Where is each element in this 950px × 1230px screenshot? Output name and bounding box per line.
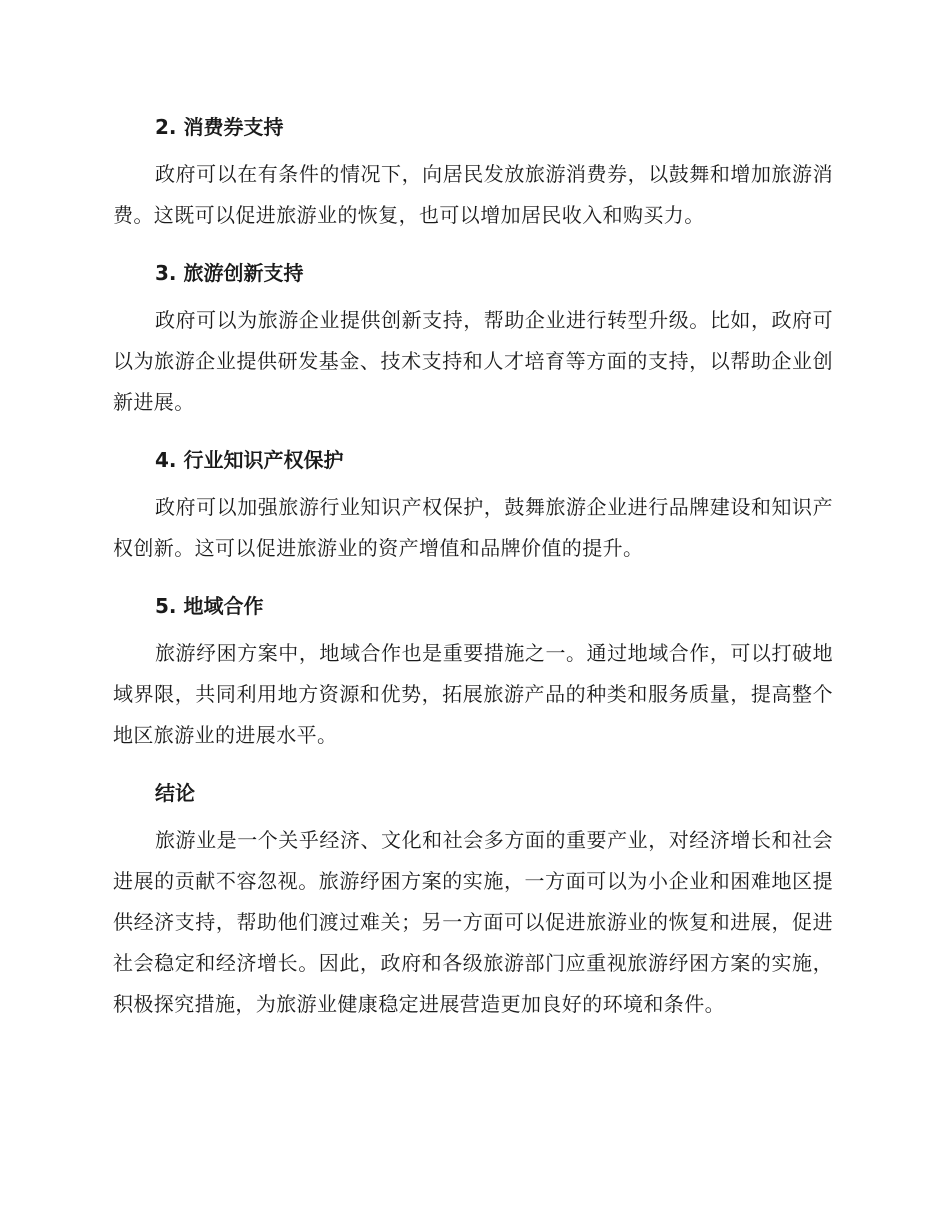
section-heading-conclusion: 结论 [155,781,195,805]
section-paragraph-consumption-vouchers: 政府可以在有条件的情况下，向居民发放旅游消费券，以鼓舞和增加旅游消费。这既可以促进旅游业的恢复，也可以增加居民收入和购买力。 [113,162,833,227]
section-paragraph-ip-protection: 政府可以加强旅游行业知识产权保护，鼓舞旅游企业进行品牌建设和知识产权创新。这可以促进旅游业的资产增值和品牌价值的提升。 [113,495,833,560]
section-paragraph-tourism-innovation: 政府可以为旅游企业提供创新支持，帮助企业进行转型升级。比如，政府可以为旅游企业提供研发基金、技术支持和人才培育等方面的支持，以帮助企业创新进展。 [113,308,833,414]
section-heading-tourism-innovation: 3. 旅游创新支持 [155,261,304,285]
section-paragraph-conclusion: 旅游业是一个关乎经济、文化和社会多方面的重要产业，对经济增长和社会进展的贡献不容忽视。旅游纾困方案的实施，一方面可以为小企业和困难地区提供经济支持，帮助他们渡过难关；另一方面可以促进旅游业的恢复和进展，促进社会稳定和经济增长。因此，政府和各级旅游部门应重视旅游纾困方案的实施，积极探究措施，为旅游业健康稳定进展营造更加良好的环境和条件。 [113,828,833,1016]
document-body [113,108,833,1043]
section-heading-ip-protection: 4. 行业知识产权保护 [155,448,344,472]
section-heading-regional-cooperation: 5. 地域合作 [155,594,264,618]
section-paragraph-regional-cooperation: 旅游纾困方案中，地域合作也是重要措施之一。通过地域合作，可以打破地域界限，共同利用地方资源和优势，拓展旅游产品的种类和服务质量，提高整个地区旅游业的进展水平。 [113,641,833,747]
section-heading-consumption-vouchers: 2. 消费券支持 [155,115,284,139]
